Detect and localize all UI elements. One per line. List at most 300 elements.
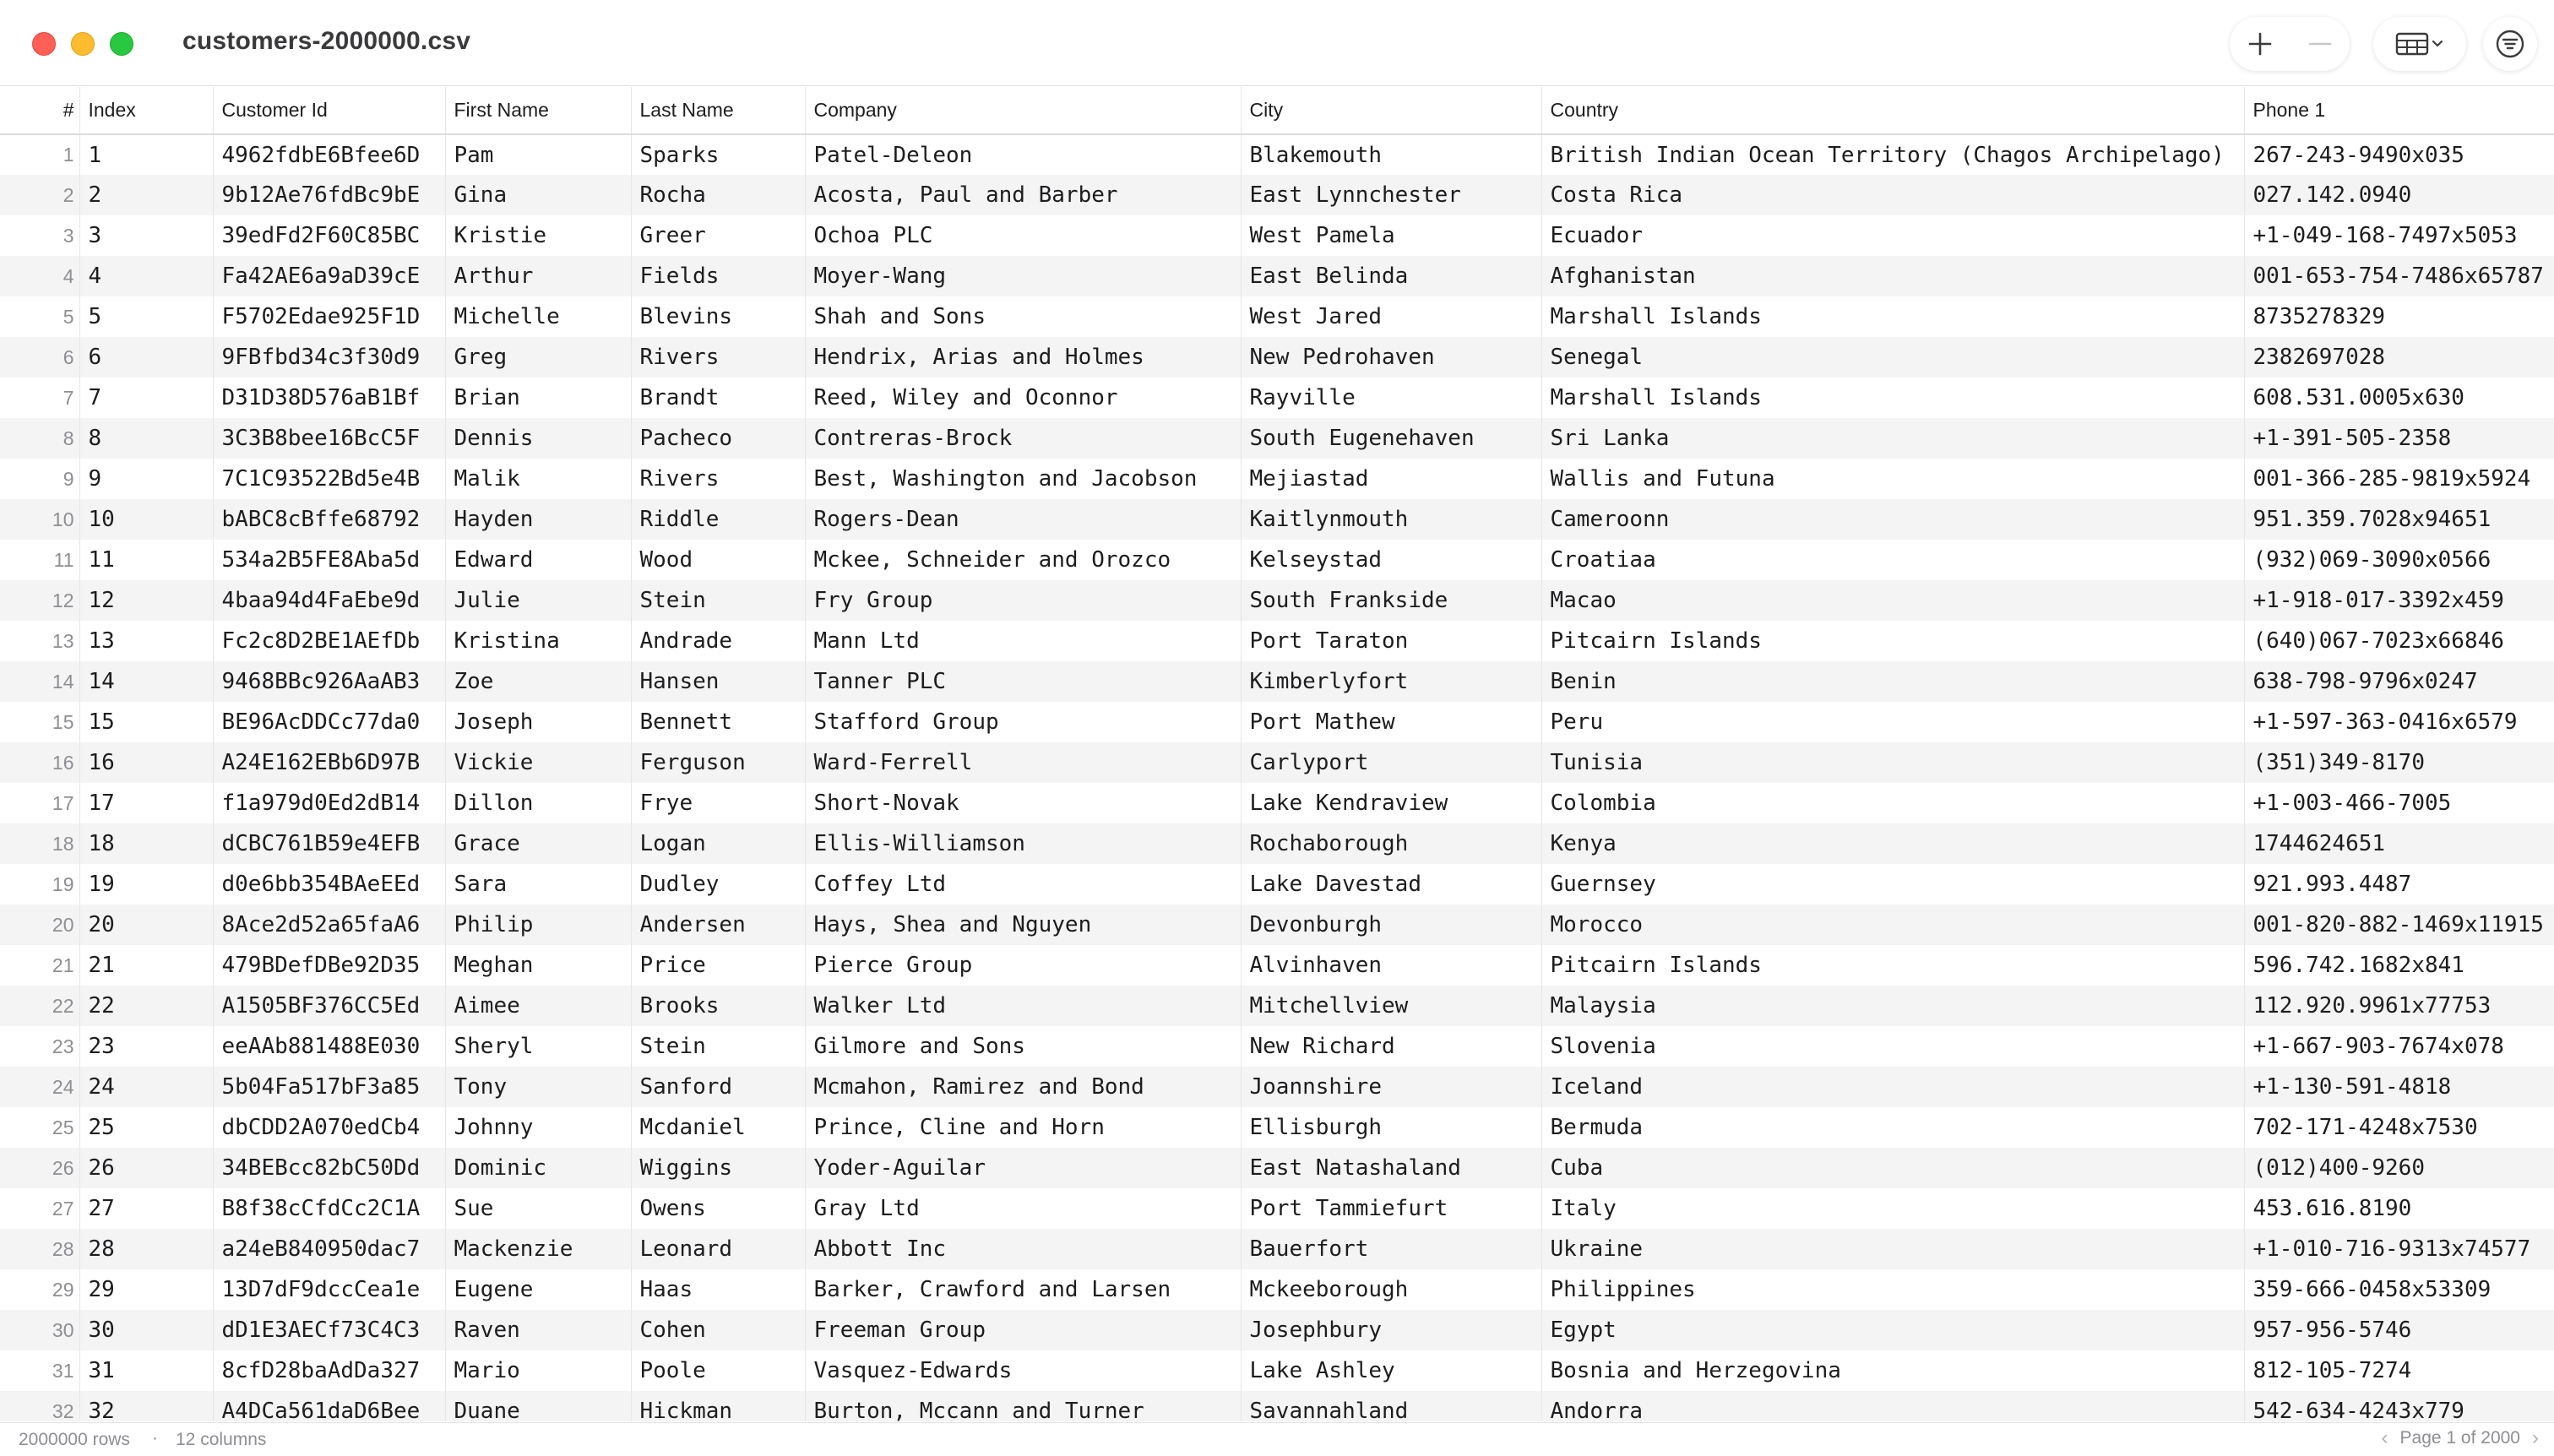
- column-header[interactable]: Last Name: [631, 87, 805, 134]
- chevron-right-icon[interactable]: ›: [2532, 1426, 2539, 1449]
- table-cell[interactable]: Tunisia: [1541, 742, 2244, 783]
- table-cell[interactable]: Gray Ltd: [805, 1188, 1241, 1229]
- table-cell[interactable]: Ochoa PLC: [805, 215, 1241, 256]
- table-cell[interactable]: Hansen: [631, 661, 805, 702]
- table-cell[interactable]: 18: [79, 823, 213, 864]
- table-cell[interactable]: 4962fdbE6Bfee6D: [213, 134, 445, 175]
- table-cell[interactable]: 596.742.1682x841: [2244, 945, 2554, 986]
- table-cell[interactable]: Hays, Shea and Nguyen: [805, 905, 1241, 945]
- table-cell[interactable]: 027.142.0940: [2244, 175, 2554, 215]
- table-cell[interactable]: Ward-Ferrell: [805, 742, 1241, 783]
- table-cell[interactable]: 34BEBcc82bC50Dd: [213, 1148, 445, 1188]
- table-cell[interactable]: Shah and Sons: [805, 296, 1241, 337]
- table-cell[interactable]: Haas: [631, 1269, 805, 1310]
- table-cell[interactable]: Stein: [631, 580, 805, 621]
- column-header[interactable]: Index: [79, 87, 213, 134]
- table-cell[interactable]: 702-171-4248x7530: [2244, 1107, 2554, 1148]
- table-cell[interactable]: Guernsey: [1541, 864, 2244, 905]
- table-row[interactable]: [0, 1350, 2554, 1391]
- table-cell[interactable]: Sara: [445, 864, 631, 905]
- table-cell[interactable]: Brian: [445, 378, 631, 418]
- table-cell[interactable]: Pitcairn Islands: [1541, 621, 2244, 661]
- table-cell[interactable]: 1: [79, 134, 213, 175]
- table-cell[interactable]: Lake Davestad: [1241, 864, 1541, 905]
- table-row[interactable]: [0, 1026, 2554, 1067]
- table-cell[interactable]: (351)349-8170: [2244, 742, 2554, 783]
- table-cell[interactable]: Tanner PLC: [805, 661, 1241, 702]
- table-cell[interactable]: Meghan: [445, 945, 631, 986]
- table-cell[interactable]: Eugene: [445, 1269, 631, 1310]
- table-cell[interactable]: South Eugenehaven: [1241, 418, 1541, 459]
- table-cell[interactable]: Johnny: [445, 1107, 631, 1148]
- table-row[interactable]: [0, 823, 2554, 864]
- table-cell[interactable]: Devonburgh: [1241, 905, 1541, 945]
- table-row[interactable]: [0, 175, 2554, 215]
- table-row[interactable]: [0, 134, 2554, 175]
- table-cell[interactable]: eeAAb881488E030: [213, 1026, 445, 1067]
- table-cell[interactable]: Prince, Cline and Horn: [805, 1107, 1241, 1148]
- table-cell[interactable]: Andrade: [631, 621, 805, 661]
- table-cell[interactable]: Ellis-Williamson: [805, 823, 1241, 864]
- table-cell[interactable]: Ukraine: [1541, 1229, 2244, 1269]
- table-cell[interactable]: Rocha: [631, 175, 805, 215]
- table-cell[interactable]: West Jared: [1241, 296, 1541, 337]
- table-cell[interactable]: Walker Ltd: [805, 986, 1241, 1026]
- table-row[interactable]: [0, 499, 2554, 540]
- table-cell[interactable]: D31D38D576aB1Bf: [213, 378, 445, 418]
- table-cell[interactable]: Freeman Group: [805, 1310, 1241, 1350]
- table-cell[interactable]: +1-049-168-7497x5053: [2244, 215, 2554, 256]
- table-cell[interactable]: Marshall Islands: [1541, 378, 2244, 418]
- table-cell[interactable]: Port Taraton: [1241, 621, 1541, 661]
- table-cell[interactable]: Bennett: [631, 702, 805, 742]
- table-row[interactable]: [0, 1310, 2554, 1350]
- table-cell[interactable]: Joseph: [445, 702, 631, 742]
- table-cell[interactable]: 542-634-4243x779: [2244, 1391, 2554, 1421]
- table-cell[interactable]: 21: [79, 945, 213, 986]
- table-cell[interactable]: 19: [79, 864, 213, 905]
- table-cell[interactable]: Mcdaniel: [631, 1107, 805, 1148]
- table-cell[interactable]: Moyer-Wang: [805, 256, 1241, 296]
- table-cell[interactable]: F5702Edae925F1D: [213, 296, 445, 337]
- table-cell[interactable]: Joannshire: [1241, 1067, 1541, 1107]
- table-cell[interactable]: 453.616.8190: [2244, 1188, 2554, 1229]
- table-cell[interactable]: Gina: [445, 175, 631, 215]
- close-window-button[interactable]: [32, 32, 56, 56]
- table-cell[interactable]: Fields: [631, 256, 805, 296]
- table-row[interactable]: [0, 580, 2554, 621]
- column-header[interactable]: First Name: [445, 87, 631, 134]
- table-row[interactable]: [0, 459, 2554, 499]
- table-cell[interactable]: 5: [79, 296, 213, 337]
- table-cell[interactable]: Sue: [445, 1188, 631, 1229]
- table-cell[interactable]: Rivers: [631, 459, 805, 499]
- table-cell[interactable]: +1-918-017-3392x459: [2244, 580, 2554, 621]
- table-cell[interactable]: Fa42AE6a9aD39cE: [213, 256, 445, 296]
- table-cell[interactable]: Malaysia: [1541, 986, 2244, 1026]
- table-cell[interactable]: Mann Ltd: [805, 621, 1241, 661]
- table-cell[interactable]: Kaitlynmouth: [1241, 499, 1541, 540]
- table-cell[interactable]: +1-597-363-0416x6579: [2244, 702, 2554, 742]
- table-cell[interactable]: Poole: [631, 1350, 805, 1391]
- view-menu-button[interactable]: [2373, 17, 2466, 71]
- table-cell[interactable]: Short-Novak: [805, 783, 1241, 823]
- table-cell[interactable]: Stafford Group: [805, 702, 1241, 742]
- table-cell[interactable]: Port Mathew: [1241, 702, 1541, 742]
- table-cell[interactable]: 9FBfbd34c3f30d9: [213, 337, 445, 378]
- table-cell[interactable]: East Natashaland: [1241, 1148, 1541, 1188]
- column-header[interactable]: City: [1241, 87, 1541, 134]
- table-cell[interactable]: Andersen: [631, 905, 805, 945]
- table-cell[interactable]: A24E162EBb6D97B: [213, 742, 445, 783]
- table-cell[interactable]: a24eB840950dac7: [213, 1229, 445, 1269]
- table-cell[interactable]: 112.920.9961x77753: [2244, 986, 2554, 1026]
- table-cell[interactable]: Cuba: [1541, 1148, 2244, 1188]
- table-cell[interactable]: Pacheco: [631, 418, 805, 459]
- table-cell[interactable]: Hendrix, Arias and Holmes: [805, 337, 1241, 378]
- table-cell[interactable]: Josephbury: [1241, 1310, 1541, 1350]
- table-cell[interactable]: Morocco: [1541, 905, 2244, 945]
- table-cell[interactable]: Mckee, Schneider and Orozco: [805, 540, 1241, 580]
- table-cell[interactable]: Grace: [445, 823, 631, 864]
- table-cell[interactable]: 30: [79, 1310, 213, 1350]
- table-cell[interactable]: Yoder-Aguilar: [805, 1148, 1241, 1188]
- table-cell[interactable]: Peru: [1541, 702, 2244, 742]
- table-row[interactable]: [0, 215, 2554, 256]
- table-cell[interactable]: 39edFd2F60C85BC: [213, 215, 445, 256]
- table-cell[interactable]: 14: [79, 661, 213, 702]
- table-row[interactable]: [0, 1107, 2554, 1148]
- table-cell[interactable]: Sanford: [631, 1067, 805, 1107]
- table-cell[interactable]: 267-243-9490x035: [2244, 134, 2554, 175]
- table-cell[interactable]: Bosnia and Herzegovina: [1541, 1350, 2244, 1391]
- table-cell[interactable]: Price: [631, 945, 805, 986]
- minimize-window-button[interactable]: [71, 32, 95, 56]
- table-cell[interactable]: 8cfD28baAdDa327: [213, 1350, 445, 1391]
- table-cell[interactable]: Philip: [445, 905, 631, 945]
- table-cell[interactable]: Edward: [445, 540, 631, 580]
- table-cell[interactable]: Pierce Group: [805, 945, 1241, 986]
- table-cell[interactable]: 8: [79, 418, 213, 459]
- column-header[interactable]: Customer Id: [213, 87, 445, 134]
- table-cell[interactable]: Brooks: [631, 986, 805, 1026]
- table-cell[interactable]: 6: [79, 337, 213, 378]
- table-cell[interactable]: Costa Rica: [1541, 175, 2244, 215]
- table-cell[interactable]: Senegal: [1541, 337, 2244, 378]
- table-cell[interactable]: dbCDD2A070edCb4: [213, 1107, 445, 1148]
- table-cell[interactable]: Tony: [445, 1067, 631, 1107]
- table-cell[interactable]: Bauerfort: [1241, 1229, 1541, 1269]
- table-cell[interactable]: 26: [79, 1148, 213, 1188]
- column-header[interactable]: Company: [805, 87, 1241, 134]
- table-cell[interactable]: 9: [79, 459, 213, 499]
- table-cell[interactable]: Port Tammiefurt: [1241, 1188, 1541, 1229]
- table-cell[interactable]: Acosta, Paul and Barber: [805, 175, 1241, 215]
- table-cell[interactable]: Leonard: [631, 1229, 805, 1269]
- table-cell[interactable]: Benin: [1541, 661, 2244, 702]
- table-cell[interactable]: Malik: [445, 459, 631, 499]
- table-cell[interactable]: 15: [79, 702, 213, 742]
- table-cell[interactable]: Colombia: [1541, 783, 2244, 823]
- column-header[interactable]: #: [0, 87, 79, 134]
- table-cell[interactable]: Cameroonn: [1541, 499, 2244, 540]
- table-cell[interactable]: 17: [79, 783, 213, 823]
- table-cell[interactable]: Wiggins: [631, 1148, 805, 1188]
- table-cell[interactable]: Italy: [1541, 1188, 2244, 1229]
- table-cell[interactable]: 608.531.0005x630: [2244, 378, 2554, 418]
- table-cell[interactable]: +1-003-466-7005: [2244, 783, 2554, 823]
- table-cell[interactable]: 2382697028: [2244, 337, 2554, 378]
- table-cell[interactable]: Ferguson: [631, 742, 805, 783]
- table-cell[interactable]: 4: [79, 256, 213, 296]
- table-cell[interactable]: Mitchellview: [1241, 986, 1541, 1026]
- table-cell[interactable]: 29: [79, 1269, 213, 1310]
- table-row[interactable]: [0, 945, 2554, 986]
- table-cell[interactable]: Kimberlyfort: [1241, 661, 1541, 702]
- add-row-button[interactable]: [2236, 20, 2284, 68]
- table-row[interactable]: [0, 256, 2554, 296]
- table-cell[interactable]: 10: [79, 499, 213, 540]
- table-cell[interactable]: 20: [79, 905, 213, 945]
- table-cell[interactable]: Arthur: [445, 256, 631, 296]
- table-row[interactable]: [0, 702, 2554, 742]
- table-row[interactable]: [0, 378, 2554, 418]
- table-cell[interactable]: 9b12Ae76fdBc9bE: [213, 175, 445, 215]
- table-cell[interactable]: Egypt: [1541, 1310, 2244, 1350]
- table-cell[interactable]: 921.993.4487: [2244, 864, 2554, 905]
- table-cell[interactable]: Dudley: [631, 864, 805, 905]
- table-cell[interactable]: A4DCa561daD6Bee: [213, 1391, 445, 1421]
- table-cell[interactable]: Bermuda: [1541, 1107, 2244, 1148]
- table-cell[interactable]: Brandt: [631, 378, 805, 418]
- table-row[interactable]: [0, 1269, 2554, 1310]
- table-row[interactable]: [0, 742, 2554, 783]
- table-cell[interactable]: 001-820-882-1469x11915: [2244, 905, 2554, 945]
- table-cell[interactable]: Best, Washington and Jacobson: [805, 459, 1241, 499]
- table-cell[interactable]: Savannahland: [1241, 1391, 1541, 1421]
- table-row[interactable]: [0, 1148, 2554, 1188]
- table-cell[interactable]: West Pamela: [1241, 215, 1541, 256]
- table-cell[interactable]: Blevins: [631, 296, 805, 337]
- table-cell[interactable]: Rochaborough: [1241, 823, 1541, 864]
- table-cell[interactable]: 812-105-7274: [2244, 1350, 2554, 1391]
- table-cell[interactable]: Abbott Inc: [805, 1229, 1241, 1269]
- table-cell[interactable]: +1-010-716-9313x74577: [2244, 1229, 2554, 1269]
- table-cell[interactable]: South Frankside: [1241, 580, 1541, 621]
- table-cell[interactable]: Barker, Crawford and Larsen: [805, 1269, 1241, 1310]
- table-cell[interactable]: 3: [79, 215, 213, 256]
- table-cell[interactable]: Blakemouth: [1241, 134, 1541, 175]
- table-cell[interactable]: Patel-Deleon: [805, 134, 1241, 175]
- table-cell[interactable]: Wood: [631, 540, 805, 580]
- table-row[interactable]: [0, 418, 2554, 459]
- table-cell[interactable]: Fry Group: [805, 580, 1241, 621]
- table-cell[interactable]: Vickie: [445, 742, 631, 783]
- filter-button[interactable]: [2483, 17, 2537, 71]
- table-cell[interactable]: Sri Lanka: [1541, 418, 2244, 459]
- table-cell[interactable]: Macao: [1541, 580, 2244, 621]
- table-cell[interactable]: Reed, Wiley and Oconnor: [805, 378, 1241, 418]
- table-cell[interactable]: Burton, Mccann and Turner: [805, 1391, 1241, 1421]
- table-cell[interactable]: Raven: [445, 1310, 631, 1350]
- table-cell[interactable]: Afghanistan: [1541, 256, 2244, 296]
- table-cell[interactable]: East Lynnchester: [1241, 175, 1541, 215]
- table-cell[interactable]: 22: [79, 986, 213, 1026]
- table-cell[interactable]: (640)067-7023x66846: [2244, 621, 2554, 661]
- table-cell[interactable]: New Richard: [1241, 1026, 1541, 1067]
- table-cell[interactable]: Kenya: [1541, 823, 2244, 864]
- zoom-window-button[interactable]: [110, 32, 133, 56]
- table-cell[interactable]: Fc2c8D2BE1AEfDb: [213, 621, 445, 661]
- table-cell[interactable]: Mcmahon, Ramirez and Bond: [805, 1067, 1241, 1107]
- table-cell[interactable]: Mackenzie: [445, 1229, 631, 1269]
- table-cell[interactable]: bABC8cBffe68792: [213, 499, 445, 540]
- table-row[interactable]: [0, 337, 2554, 378]
- table-cell[interactable]: +1-667-903-7674x078: [2244, 1026, 2554, 1067]
- table-cell[interactable]: 27: [79, 1188, 213, 1229]
- table-row[interactable]: [0, 661, 2554, 702]
- table-cell[interactable]: Hayden: [445, 499, 631, 540]
- table-row[interactable]: [0, 986, 2554, 1026]
- table-row[interactable]: [0, 1188, 2554, 1229]
- table-cell[interactable]: Iceland: [1541, 1067, 2244, 1107]
- table-cell[interactable]: 8Ace2d52a65faA6: [213, 905, 445, 945]
- table-cell[interactable]: 11: [79, 540, 213, 580]
- table-cell[interactable]: Ecuador: [1541, 215, 2244, 256]
- table-cell[interactable]: 24: [79, 1067, 213, 1107]
- table-cell[interactable]: 23: [79, 1026, 213, 1067]
- table-cell[interactable]: Logan: [631, 823, 805, 864]
- table-cell[interactable]: Lake Ashley: [1241, 1350, 1541, 1391]
- table-cell[interactable]: 001-366-285-9819x5924: [2244, 459, 2554, 499]
- table-cell[interactable]: Gilmore and Sons: [805, 1026, 1241, 1067]
- table-cell[interactable]: Frye: [631, 783, 805, 823]
- table-cell[interactable]: East Belinda: [1241, 256, 1541, 296]
- table-cell[interactable]: Kristina: [445, 621, 631, 661]
- table-cell[interactable]: 13: [79, 621, 213, 661]
- table-cell[interactable]: Stein: [631, 1026, 805, 1067]
- table-cell[interactable]: Zoe: [445, 661, 631, 702]
- data-grid[interactable]: [0, 87, 2554, 1421]
- table-cell[interactable]: Sheryl: [445, 1026, 631, 1067]
- table-cell[interactable]: (012)400-9260: [2244, 1148, 2554, 1188]
- table-cell[interactable]: Lake Kendraview: [1241, 783, 1541, 823]
- table-cell[interactable]: Mario: [445, 1350, 631, 1391]
- table-cell[interactable]: Slovenia: [1541, 1026, 2244, 1067]
- table-cell[interactable]: Rivers: [631, 337, 805, 378]
- table-cell[interactable]: Wallis and Futuna: [1541, 459, 2244, 499]
- table-cell[interactable]: Owens: [631, 1188, 805, 1229]
- table-cell[interactable]: Sparks: [631, 134, 805, 175]
- table-cell[interactable]: 359-666-0458x53309: [2244, 1269, 2554, 1310]
- table-cell[interactable]: f1a979d0Ed2dB14: [213, 783, 445, 823]
- table-cell[interactable]: Julie: [445, 580, 631, 621]
- table-cell[interactable]: 16: [79, 742, 213, 783]
- table-cell[interactable]: 7: [79, 378, 213, 418]
- table-row[interactable]: [0, 864, 2554, 905]
- table-cell[interactable]: 2: [79, 175, 213, 215]
- remove-row-button[interactable]: [2296, 20, 2344, 68]
- table-cell[interactable]: Hickman: [631, 1391, 805, 1421]
- table-cell[interactable]: Rayville: [1241, 378, 1541, 418]
- table-cell[interactable]: Vasquez-Edwards: [805, 1350, 1241, 1391]
- table-cell[interactable]: Riddle: [631, 499, 805, 540]
- table-cell[interactable]: 7C1C93522Bd5e4B: [213, 459, 445, 499]
- table-cell[interactable]: 8735278329: [2244, 296, 2554, 337]
- table-cell[interactable]: +1-130-591-4818: [2244, 1067, 2554, 1107]
- table-cell[interactable]: BE96AcDDCc77da0: [213, 702, 445, 742]
- table-cell[interactable]: +1-391-505-2358: [2244, 418, 2554, 459]
- table-cell[interactable]: Andorra: [1541, 1391, 2244, 1421]
- table-cell[interactable]: 1744624651: [2244, 823, 2554, 864]
- table-cell[interactable]: Kelseystad: [1241, 540, 1541, 580]
- table-cell[interactable]: 12: [79, 580, 213, 621]
- table-cell[interactable]: Mejiastad: [1241, 459, 1541, 499]
- table-cell[interactable]: 3C3B8bee16BcC5F: [213, 418, 445, 459]
- table-row[interactable]: [0, 905, 2554, 945]
- table-cell[interactable]: 4baa94d4FaEbe9d: [213, 580, 445, 621]
- table-cell[interactable]: d0e6bb354BAeEEd: [213, 864, 445, 905]
- table-cell[interactable]: 32: [79, 1391, 213, 1421]
- table-cell[interactable]: New Pedrohaven: [1241, 337, 1541, 378]
- table-cell[interactable]: Coffey Ltd: [805, 864, 1241, 905]
- table-cell[interactable]: Greer: [631, 215, 805, 256]
- table-cell[interactable]: Dillon: [445, 783, 631, 823]
- table-row[interactable]: [0, 621, 2554, 661]
- table-row[interactable]: [0, 1229, 2554, 1269]
- table-cell[interactable]: British Indian Ocean Territory (Chagos Archipelago): [1541, 134, 2244, 175]
- table-cell[interactable]: Carlyport: [1241, 742, 1541, 783]
- table-cell[interactable]: Contreras-Brock: [805, 418, 1241, 459]
- column-header[interactable]: Phone 1: [2244, 87, 2554, 134]
- table-cell[interactable]: Philippines: [1541, 1269, 2244, 1310]
- chevron-left-icon[interactable]: ‹: [2381, 1426, 2388, 1449]
- table-cell[interactable]: Alvinhaven: [1241, 945, 1541, 986]
- table-cell[interactable]: 25: [79, 1107, 213, 1148]
- table-cell[interactable]: 31: [79, 1350, 213, 1391]
- table-cell[interactable]: 28: [79, 1229, 213, 1269]
- column-header[interactable]: Country: [1541, 87, 2244, 134]
- table-cell[interactable]: 638-798-9796x0247: [2244, 661, 2554, 702]
- table-cell[interactable]: Pam: [445, 134, 631, 175]
- table-cell[interactable]: A1505BF376CC5Ed: [213, 986, 445, 1026]
- table-row[interactable]: [0, 540, 2554, 580]
- table-cell[interactable]: 9468BBc926AaAB3: [213, 661, 445, 702]
- table-cell[interactable]: Duane: [445, 1391, 631, 1421]
- table-cell[interactable]: Dennis: [445, 418, 631, 459]
- table-cell[interactable]: 951.359.7028x94651: [2244, 499, 2554, 540]
- table-cell[interactable]: Kristie: [445, 215, 631, 256]
- table-cell[interactable]: (932)069-3090x0566: [2244, 540, 2554, 580]
- table-cell[interactable]: Cohen: [631, 1310, 805, 1350]
- table-cell[interactable]: B8f38cCfdCc2C1A: [213, 1188, 445, 1229]
- table-cell[interactable]: Pitcairn Islands: [1541, 945, 2244, 986]
- table-row[interactable]: [0, 296, 2554, 337]
- table-cell[interactable]: Rogers-Dean: [805, 499, 1241, 540]
- table-row[interactable]: [0, 1391, 2554, 1421]
- table-cell[interactable]: 957-956-5746: [2244, 1310, 2554, 1350]
- table-cell[interactable]: Michelle: [445, 296, 631, 337]
- table-cell[interactable]: Mckeeborough: [1241, 1269, 1541, 1310]
- table-cell[interactable]: dD1E3AECf73C4C3: [213, 1310, 445, 1350]
- table-cell[interactable]: 5b04Fa517bF3a85: [213, 1067, 445, 1107]
- table-cell[interactable]: Dominic: [445, 1148, 631, 1188]
- table-cell[interactable]: 479BDefDBe92D35: [213, 945, 445, 986]
- table-cell[interactable]: 001-653-754-7486x65787: [2244, 256, 2554, 296]
- table-cell[interactable]: Greg: [445, 337, 631, 378]
- table-cell[interactable]: Marshall Islands: [1541, 296, 2244, 337]
- table-cell[interactable]: Aimee: [445, 986, 631, 1026]
